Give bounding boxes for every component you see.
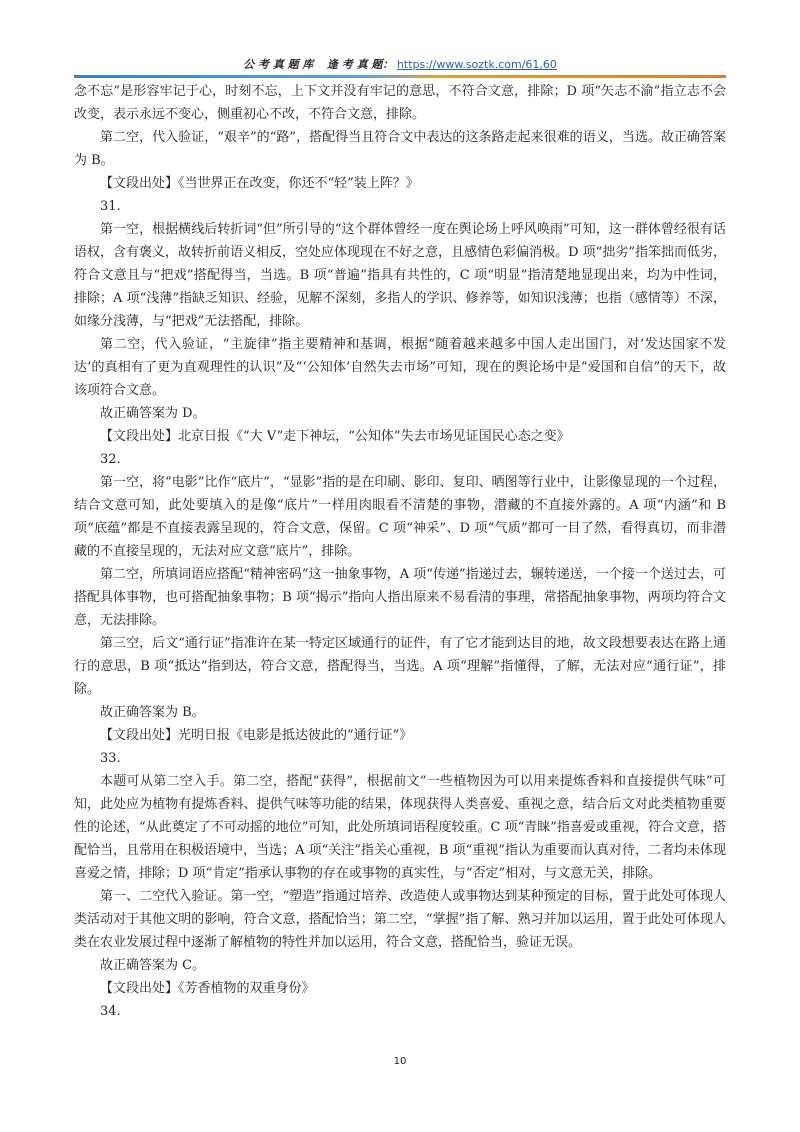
paragraph: 第二空，代入验证，“主旋律”指主要精神和基调，根据“随着越来越多中国人走出国门，对‘发达国家不发达’的真相有了更为直观理性的认识”及“‘公知体’自然失去市场”可知，现在的舆论场中是“爱国和自信”的天下，故该项符合文意。 bbox=[74, 337, 726, 398]
paragraph: 第三空，后文“通行证”指准许在某一特定区域通行的证件，有了它才能到达目的地，故文段想要表达在路上通行的意思，B 项“抵达”指到达，符合文意，搭配得当，当选。A 项“理解”指懂得，了解，无法对应“通行证”，排除。 bbox=[74, 636, 726, 697]
paragraph: 第一空，根据横线后转折词“但”所引导的“这个群体曾经一度在舆论场上呼风唤雨”可知，这一群体曾经很有话语权，含有褒义，故转折前语义相反，空处应体现现在不好之意，且感情色彩偏消极。D 项“拙劣”指笨拙而低劣，符合文意且与“把戏”搭配得当，当选。B 项“普遍”指具有共性的，C 项“明显”指清楚地显现出来，均为中性词，排除；A 项“浅薄”指缺乏知识、经验，见解不深刻，多指人的学识、修养等，如知识浅薄；也指（感情等）不深，如缘分浅薄，与“把戏”无法搭配，排除。 bbox=[74, 222, 726, 329]
question-number: 34. bbox=[100, 1004, 121, 1019]
question-number: 31. bbox=[100, 199, 121, 214]
paragraph: 第二空，代入验证，“艰辛”的“路”，搭配得当且符合文中表达的这条路走起来很难的语义，当选。故正确答案为 B。 bbox=[74, 130, 726, 168]
document-body bbox=[74, 80, 726, 1023]
paragraph: 【文段出处】《当世界正在改变，你还不“轻”装上阵？》 bbox=[100, 176, 419, 191]
header-slogan: 逢 考 真 题： bbox=[326, 58, 394, 71]
paragraph: 【文段出处】光明日报《电影是抵达彼此的“通行证”》 bbox=[100, 728, 413, 743]
paragraph: 第二空，所填词语应搭配“精神密码”这一抽象事物，A 项“传递”指递过去，辗转递送，一个接一个送过去，可搭配具体事物，也可搭配抽象事物；B 项“揭示”指向人指出原来不易看清的事理，常搭配抽象事物，两项均符合文意，无法排除。 bbox=[74, 567, 726, 628]
paragraph: 第一空，将“电影”比作“底片”，“显影”指的是在印刷、影印、复印、晒图等行业中，让影像显现的一个过程，结合文意可知，此处要填入的是像“底片”一样用肉眼看不清楚的事物，潜藏的不直接外露的。A 项“内涵”和 B 项“底蕴”都是不直接表露呈现的，符合文意，保留。C 项“神采”、D 项“气质”都可一目了然，看得真切，而非潜藏的不直接呈现的，无法对应文意“底片”，排除。 bbox=[74, 475, 726, 559]
paragraph: 【文段出处】《芳香植物的双重身份》 bbox=[100, 981, 315, 996]
paragraph: 本题可从第二空入手。第二空，搭配“获得”，根据前文“一些植物因为可以用来提炼香料和直接提供气味”可知，此处应为植物有提炼香料、提供气味等功能的结果，体现获得人类喜爱、重视之意，结合后文对此类植物重要性的论述，“从此奠定了不可动摇的地位”可知，此处所填词语程度较重。C 项“青睐”指喜爱或重视，符合文意，搭配恰当，且常用在积极语境中，当选；A 项“关注”指关心重视，B 项“重视”指认为重要而认真对待，二者均未体现喜爱之情，排除；D 项“肯定”指承认事物的存在或事物的真实性，与“否定”相对，与文意无关，排除。 bbox=[74, 774, 726, 881]
paragraph: 故正确答案为 B。 bbox=[100, 705, 205, 720]
header-divider bbox=[74, 75, 726, 78]
paragraph: 【文段出处】北京日报《“大 V”走下神坛，“公知体”失去市场见证国民心态之变》 bbox=[100, 429, 570, 444]
header-site-name: 公 考 真 题 库 bbox=[243, 58, 314, 71]
paragraph: 念不忘”是形容牢记于心，时刻不忘，上下文并没有牢记的意思，不符合文意，排除；D 项“矢志不渝”指立志不会改变，表示永远不变心，侧重初心不改，不符合文意，排除。 bbox=[74, 84, 726, 122]
page-number: 10 bbox=[393, 1056, 407, 1067]
paragraph: 第一、二空代入验证。第一空，“塑造”指通过培养、改造使人或事物达到某种预定的目标，置于此处可体现人类活动对于其他文明的影响，符合文意，搭配恰当；第二空，“掌握”指了解、熟习并加以运用，置于此处可体现人类在农业发展过程中逐渐了解植物的特性并加以运用，符合文意，搭配恰当，验证无误。 bbox=[74, 889, 726, 950]
question-number: 32. bbox=[100, 452, 121, 467]
paragraph: 故正确答案为 C。 bbox=[100, 958, 206, 973]
paragraph: 故正确答案为 D。 bbox=[100, 406, 206, 421]
question-number: 33. bbox=[100, 751, 121, 766]
page-header bbox=[74, 56, 726, 72]
header-url-link[interactable]: https://www.soztk.com/61,60 bbox=[396, 58, 557, 71]
